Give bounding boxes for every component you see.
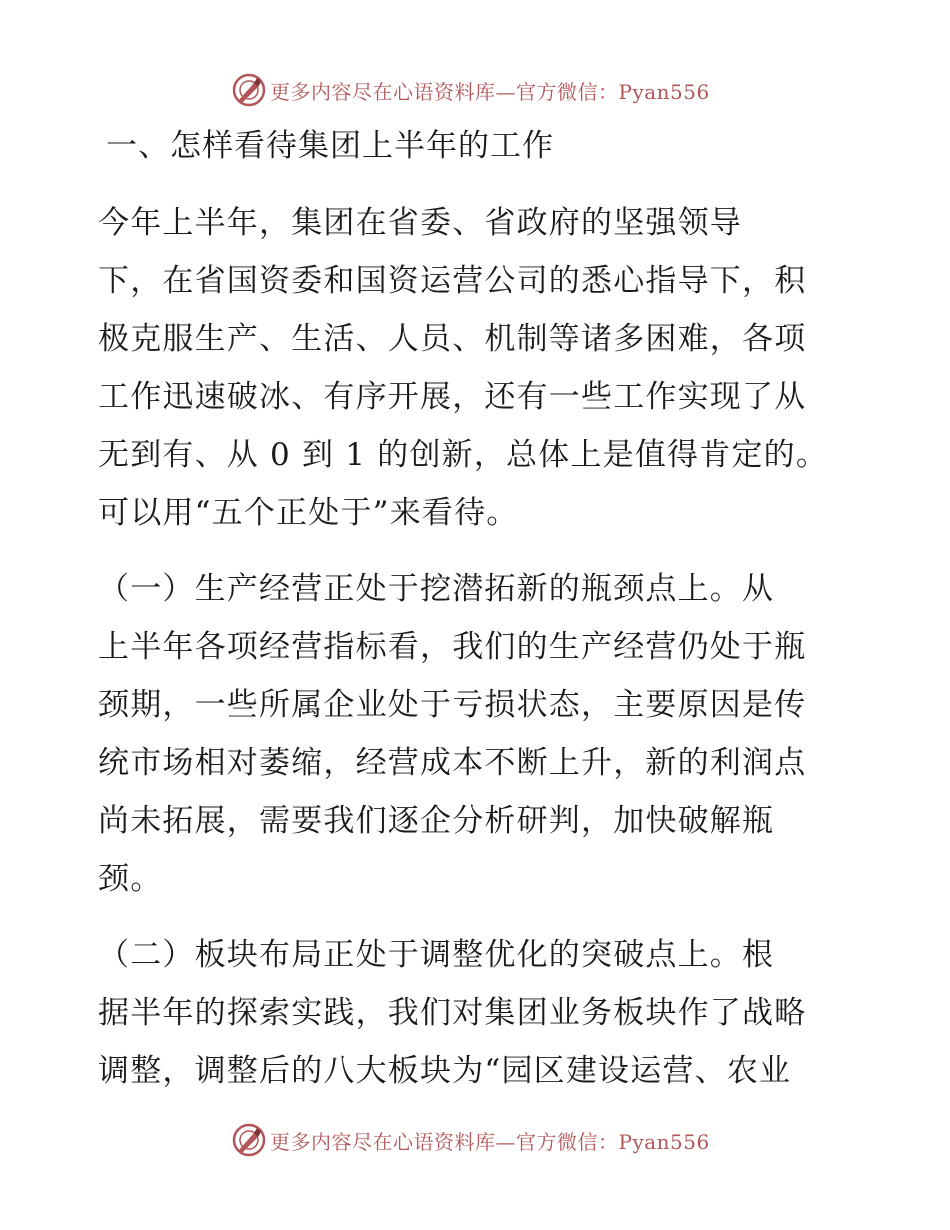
paragraph-line: （一）生产经营正处于挖潜拓新的瓶颈点上。从 bbox=[98, 571, 775, 607]
watermark-header bbox=[232, 70, 710, 110]
paragraph-line: 统市场相对萎缩，经营成本不断上升，新的利润点 bbox=[98, 745, 807, 781]
watermark-footer bbox=[232, 1120, 710, 1160]
watermark-text: 更多内容尽在心语资料库—官方微信：Pyan556 bbox=[270, 1129, 710, 1154]
paragraph-line: 据半年的探索实践，我们对集团业务板块作了战略 bbox=[98, 995, 807, 1031]
section-heading: 一、怎样看待集团上半年的工作 bbox=[106, 128, 554, 164]
paragraph-line: 下，在省国资委和国资运营公司的悉心指导下，积 bbox=[98, 263, 807, 299]
paragraph-line: （二）板块布局正处于调整优化的突破点上。根 bbox=[98, 937, 775, 973]
paragraph-line: 可以用“五个正处于”来看待。 bbox=[98, 495, 519, 531]
paragraph-line: 工作迅速破冰、有序开展，还有一些工作实现了从 bbox=[98, 379, 807, 415]
paragraph-line: 调整，调整后的八大板块为“园区建设运营、农业 bbox=[98, 1053, 792, 1089]
paragraph-line: 颈。 bbox=[98, 861, 163, 897]
paragraph-line: 无到有、从 0 到 1 的创新，总体上是值得肯定的。 bbox=[98, 437, 829, 473]
watermark-text: 更多内容尽在心语资料库—官方微信：Pyan556 bbox=[270, 79, 710, 104]
pen-logo-icon bbox=[232, 1123, 266, 1157]
pen-logo-icon bbox=[232, 73, 266, 107]
paragraph-line: 上半年各项经营指标看，我们的生产经营仍处于瓶 bbox=[98, 629, 807, 665]
paragraph-line: 极克服生产、生活、人员、机制等诸多困难，各项 bbox=[98, 321, 807, 357]
paragraph-line: 颈期，一些所属企业处于亏损状态，主要原因是传 bbox=[98, 687, 807, 723]
paragraph-line: 今年上半年，集团在省委、省政府的坚强领导 bbox=[98, 205, 742, 241]
paragraph-line: 尚未拓展，需要我们逐企分析研判，加快破解瓶 bbox=[98, 803, 775, 839]
